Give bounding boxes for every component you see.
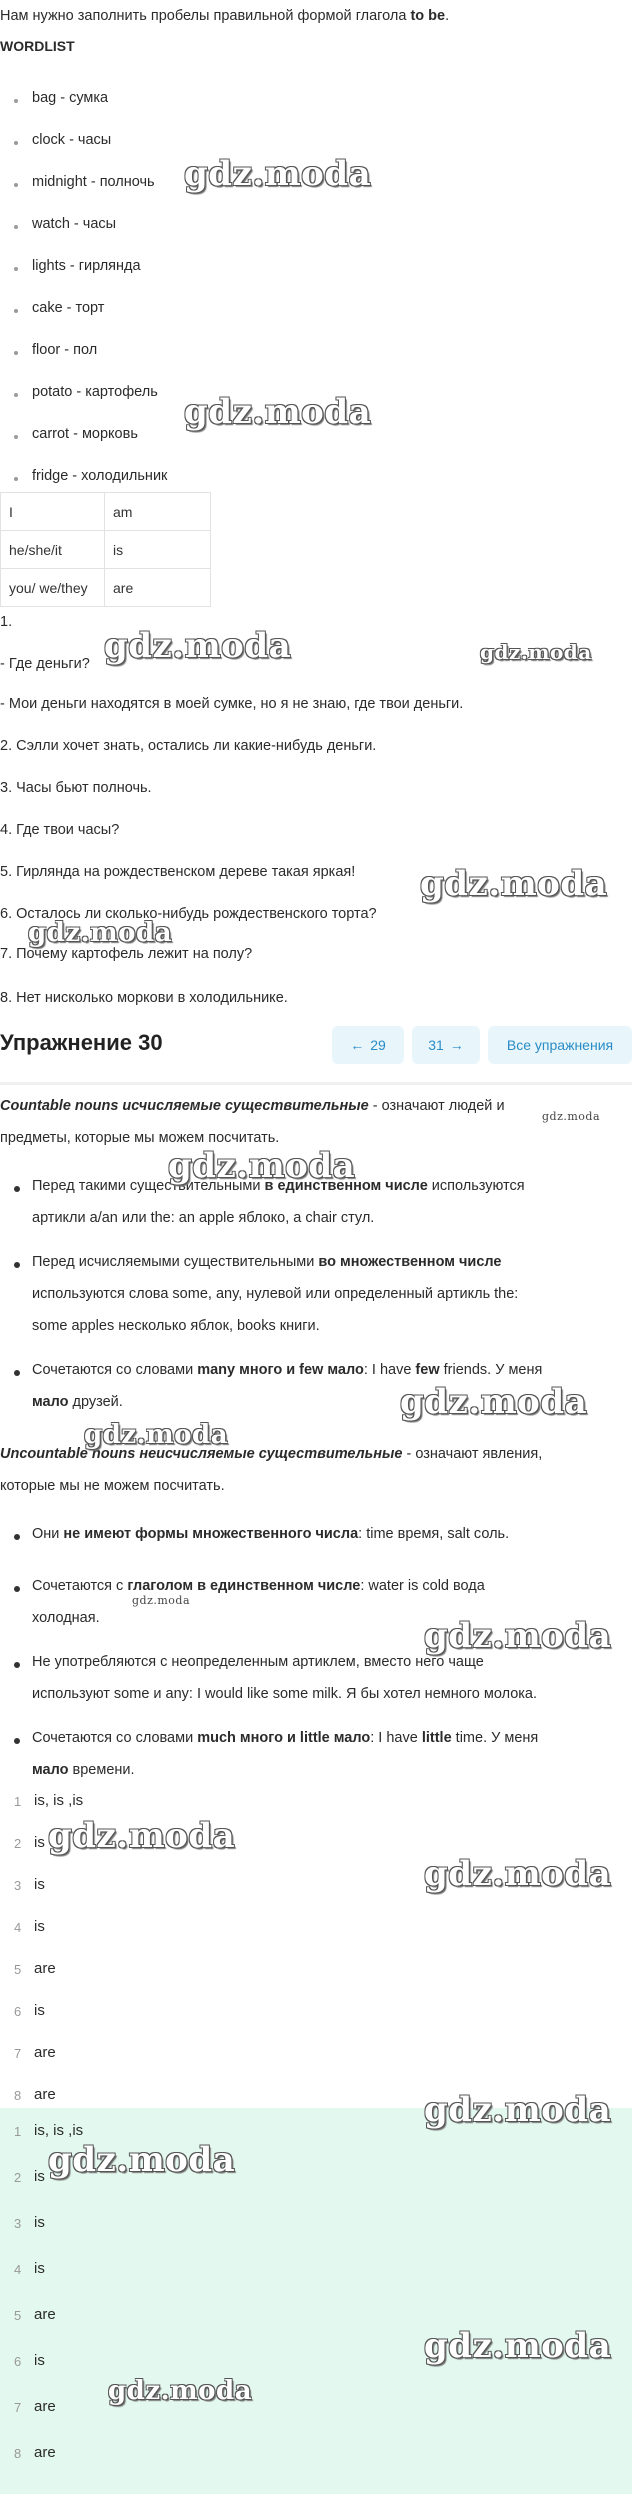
list-item: potato - картофель xyxy=(32,384,158,400)
answer-value: is xyxy=(34,2260,45,2277)
bullet xyxy=(14,477,18,481)
uncountable-desc: которые мы не можем посчитать. xyxy=(0,1478,225,1494)
divider xyxy=(0,1082,632,1085)
table-cell: is xyxy=(105,531,211,569)
list-item: clock - часы xyxy=(32,132,112,148)
table-cell: am xyxy=(105,493,211,531)
to-be-table xyxy=(0,492,211,607)
list-item: bag - сумка xyxy=(32,90,109,106)
watermark: gdz.moda xyxy=(424,2090,612,2130)
rule-line: мало времени. xyxy=(32,1762,135,1778)
watermark: gdz.moda xyxy=(424,1854,612,1894)
table-row xyxy=(1,493,211,531)
rule-line: Не употребляются с неопределенным артиклем, вместо него чаще xyxy=(32,1654,484,1670)
wordlist-title: WORDLIST xyxy=(0,38,75,54)
answer-number: 4 xyxy=(14,1920,22,1935)
bullet xyxy=(14,1534,20,1540)
prev-exercise-label: 29 xyxy=(370,1037,386,1053)
uncountable-heading: Uncountable nouns неисчисляемые существительные - означают явления, xyxy=(0,1446,543,1462)
answer-number: 2 xyxy=(14,2170,22,2185)
answer-value: are xyxy=(34,2044,56,2061)
answer-number: 7 xyxy=(14,2400,22,2415)
rule-line: используются слова some, any, нулевой или определенный артикль the: xyxy=(32,1286,519,1302)
list-item: midnight - полночь xyxy=(32,174,155,190)
rule-line: холодная. xyxy=(32,1610,100,1626)
prev-exercise-button[interactable] xyxy=(332,1026,404,1064)
watermark: gdz.moda xyxy=(168,1146,356,1186)
bullet xyxy=(14,393,18,397)
translation-line: - Где деньги? xyxy=(0,656,90,672)
countable-heading: Countable nouns исчисляемые существительные - означают людей и xyxy=(0,1098,505,1114)
table-row xyxy=(1,569,211,607)
rule-line: Перед исчисляемыми существительными во множественном числе xyxy=(32,1254,502,1270)
answer-value: is, is ,is xyxy=(34,2122,84,2139)
intro-text: Нам нужно заполнить пробелы правильной формой глагола to be. xyxy=(0,8,450,24)
list-item: lights - гирлянда xyxy=(32,258,141,274)
watermark: gdz.moda xyxy=(132,1594,191,1607)
bullet xyxy=(14,1586,20,1592)
bullet xyxy=(14,225,18,229)
translation-line: 5. Гирлянда на рождественском дереве такая яркая! xyxy=(0,864,356,880)
translation-line: 8. Нет нисколько моркови в холодильнике. xyxy=(0,990,288,1006)
rule-line: some apples несколько яблок, books книги. xyxy=(32,1318,320,1334)
answer-value: are xyxy=(34,2444,56,2461)
rule-line: Сочетаются с глаголом в единственном числе: water is cold вода xyxy=(32,1578,485,1594)
answer-value: is xyxy=(34,2168,45,2185)
translation-line: 1. xyxy=(0,614,13,630)
list-item: watch - часы xyxy=(32,216,117,232)
list-item: cake - торт xyxy=(32,300,105,316)
answer-value: are xyxy=(34,1960,56,1977)
arrow-left-icon: ← xyxy=(350,1037,365,1053)
table-cell: are xyxy=(105,569,211,607)
translation-line: 2. Сэлли хочет знать, остались ли какие-нибудь деньги. xyxy=(0,738,377,754)
answer-number: 1 xyxy=(14,1794,22,1809)
answer-number: 2 xyxy=(14,1836,22,1851)
watermark: gdz.moda xyxy=(84,1420,229,1450)
translation-line: 7. Почему картофель лежит на полу? xyxy=(0,946,253,962)
bullet xyxy=(14,141,18,145)
rule-line: Перед такими существительными в единственном числе используются xyxy=(32,1178,525,1194)
translation-line: 4. Где твои часы? xyxy=(0,822,120,838)
answer-number: 6 xyxy=(14,2354,22,2369)
answer-number: 7 xyxy=(14,2046,22,2061)
answer-number: 8 xyxy=(14,2446,22,2461)
watermark: gdz.moda xyxy=(48,1816,236,1856)
bullet xyxy=(14,267,18,271)
answer-number: 8 xyxy=(14,2088,22,2103)
translation-line: 6. Осталось ли сколько-нибудь рождественского торта? xyxy=(0,906,377,922)
table-row xyxy=(1,531,211,569)
watermark: gdz.moda xyxy=(420,864,608,904)
answer-value: is xyxy=(34,2214,45,2231)
arrow-right-icon: → xyxy=(449,1037,464,1053)
bullet xyxy=(14,1370,20,1376)
answer-number: 6 xyxy=(14,2004,22,2019)
countable-desc: предметы, которые мы можем посчитать. xyxy=(0,1130,280,1146)
answer-value: are xyxy=(34,2306,56,2323)
answer-value: is xyxy=(34,1834,45,1851)
table-cell: he/she/it xyxy=(1,531,105,569)
next-exercise-label: 31 xyxy=(428,1037,444,1053)
answer-value: is xyxy=(34,2002,45,2019)
bullet xyxy=(14,309,18,313)
watermark: gdz.moda xyxy=(104,626,292,666)
answer-number: 4 xyxy=(14,2262,22,2277)
answer-value: is xyxy=(34,2352,45,2369)
bullet xyxy=(14,1186,20,1192)
answer-value: is xyxy=(34,1876,45,1893)
watermark: gdz.moda xyxy=(480,640,592,664)
answer-number: 3 xyxy=(14,2216,22,2231)
exercise-title: Упражнение 30 xyxy=(0,1030,163,1055)
watermark: gdz.moda xyxy=(184,392,372,432)
answer-number: 5 xyxy=(14,2308,22,2323)
watermark: gdz.moda xyxy=(48,2140,236,2180)
answer-value: is xyxy=(34,1918,45,1935)
bullet xyxy=(14,183,18,187)
watermark: gdz.moda xyxy=(28,918,173,948)
rule-line: артикли a/an или the: an apple яблоко, a chair стул. xyxy=(32,1210,375,1226)
bullet xyxy=(14,435,18,439)
bullet xyxy=(14,1738,20,1744)
list-item: carrot - морковь xyxy=(32,426,138,442)
watermark: gdz.moda xyxy=(424,2326,612,2366)
answer-value: are xyxy=(34,2086,56,2103)
all-exercises-button[interactable] xyxy=(488,1026,632,1064)
answer-number: 5 xyxy=(14,1962,22,1977)
next-exercise-button[interactable] xyxy=(412,1026,480,1064)
watermark: gdz.moda xyxy=(184,154,372,194)
table-cell: you/ we/they xyxy=(1,569,105,607)
all-exercises-label: Все упражнения xyxy=(506,1037,614,1053)
answer-number: 3 xyxy=(14,1878,22,1893)
rule-line: используют some и any: I would like some milk. Я бы хотел немного молока. xyxy=(32,1686,538,1702)
list-item: fridge - холодильник xyxy=(32,468,168,484)
rule-line: Сочетаются со словами many много и few мало: I have few friends. У меня xyxy=(32,1362,543,1378)
rule-line: Они не имеют формы множественного числа: time время, salt соль. xyxy=(32,1526,510,1542)
rule-line: мало друзей. xyxy=(32,1394,123,1410)
bullet xyxy=(14,1662,20,1668)
rule-line: Сочетаются со словами much много и little мало: I have little time. У меня xyxy=(32,1730,539,1746)
table-cell: I xyxy=(1,493,105,531)
bullet xyxy=(14,99,18,103)
answer-value: are xyxy=(34,2398,56,2415)
bullet xyxy=(14,351,18,355)
watermark: gdz.moda xyxy=(400,1382,588,1422)
translation-line: - Мои деньги находятся в моей сумке, но я не знаю, где твои деньги. xyxy=(0,696,464,712)
watermark: gdz.moda xyxy=(424,1616,612,1656)
answer-number: 1 xyxy=(14,2124,22,2139)
list-item: floor - пол xyxy=(32,342,98,358)
answer-value: is, is ,is xyxy=(34,1792,84,1809)
bullet xyxy=(14,1262,20,1268)
watermark: gdz.moda xyxy=(108,2376,253,2406)
translation-line: 3. Часы бьют полночь. xyxy=(0,780,152,796)
watermark: gdz.moda xyxy=(542,1110,601,1123)
